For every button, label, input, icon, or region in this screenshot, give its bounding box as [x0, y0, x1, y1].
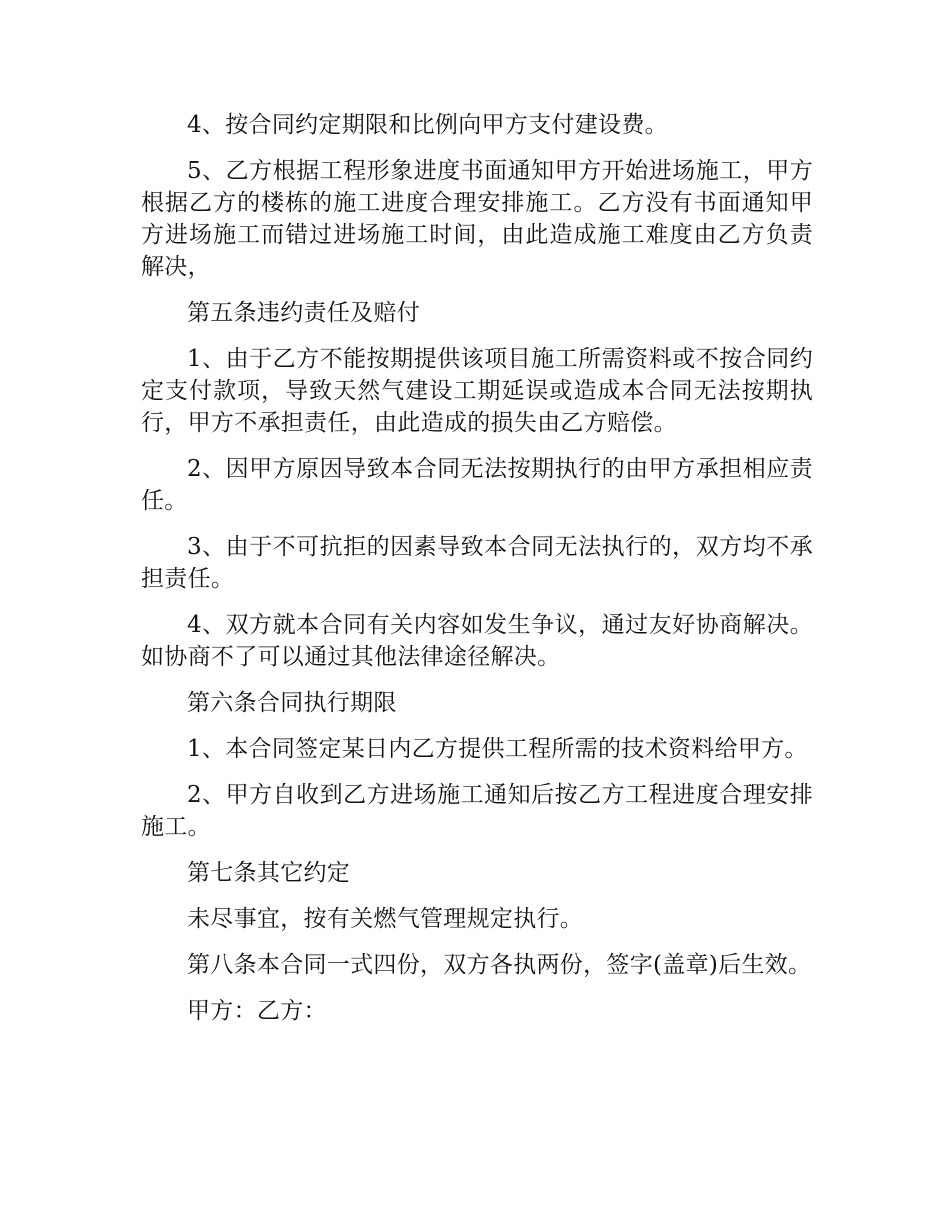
document-body	[141, 109, 813, 1041]
paragraph-clause-5-3: 3、由于不可抗拒的因素导致本合同无法执行的，双方均不承担责任。	[141, 534, 813, 592]
signature-line: 甲方：乙方：	[187, 998, 327, 1024]
paragraph-article-8: 第八条本合同一式四份，双方各执两份，签字(盖章)后生效。	[187, 952, 812, 978]
section-heading-article-7: 第七条其它约定	[187, 860, 351, 886]
paragraph-clause-6-2: 2、甲方自收到乙方进场施工通知后按乙方工程进度合理安排施工。	[141, 782, 813, 840]
section-heading-article-5: 第五条违约责任及赔付	[187, 300, 420, 326]
paragraph-clause-6-1: 1、本合同签定某日内乙方提供工程所需的技术资料给甲方。	[187, 736, 808, 762]
paragraph-clause-7-text: 未尽事宜，按有关燃气管理规定执行。	[187, 906, 584, 932]
paragraph-clause-4-5: 5、乙方根据工程形象进度书面通知甲方开始进场施工，甲方根据乙方的楼栋的施工进度合理安排施工。乙方没有书面通知甲方进场施工而错过进场施工时间，由此造成施工难度由乙方负责解决，	[141, 158, 813, 280]
section-heading-article-6: 第六条合同执行期限	[187, 690, 397, 716]
paragraph-clause-5-1: 1、由于乙方不能按期提供该项目施工所需资料或不按合同约定支付款项，导致天然气建设工期延误或造成本合同无法按期执行，甲方不承担责任，由此造成的损失由乙方赔偿。	[141, 346, 813, 436]
paragraph-clause-4-4: 4、按合同约定期限和比例向甲方支付建设费。	[187, 112, 668, 138]
paragraph-clause-5-2: 2、因甲方原因导致本合同无法按期执行的由甲方承担相应责任。	[141, 456, 813, 514]
paragraph-clause-5-4: 4、双方就本合同有关内容如发生争议，通过友好协商解决。如协商不了可以通过其他法律途径解决。	[141, 612, 813, 670]
